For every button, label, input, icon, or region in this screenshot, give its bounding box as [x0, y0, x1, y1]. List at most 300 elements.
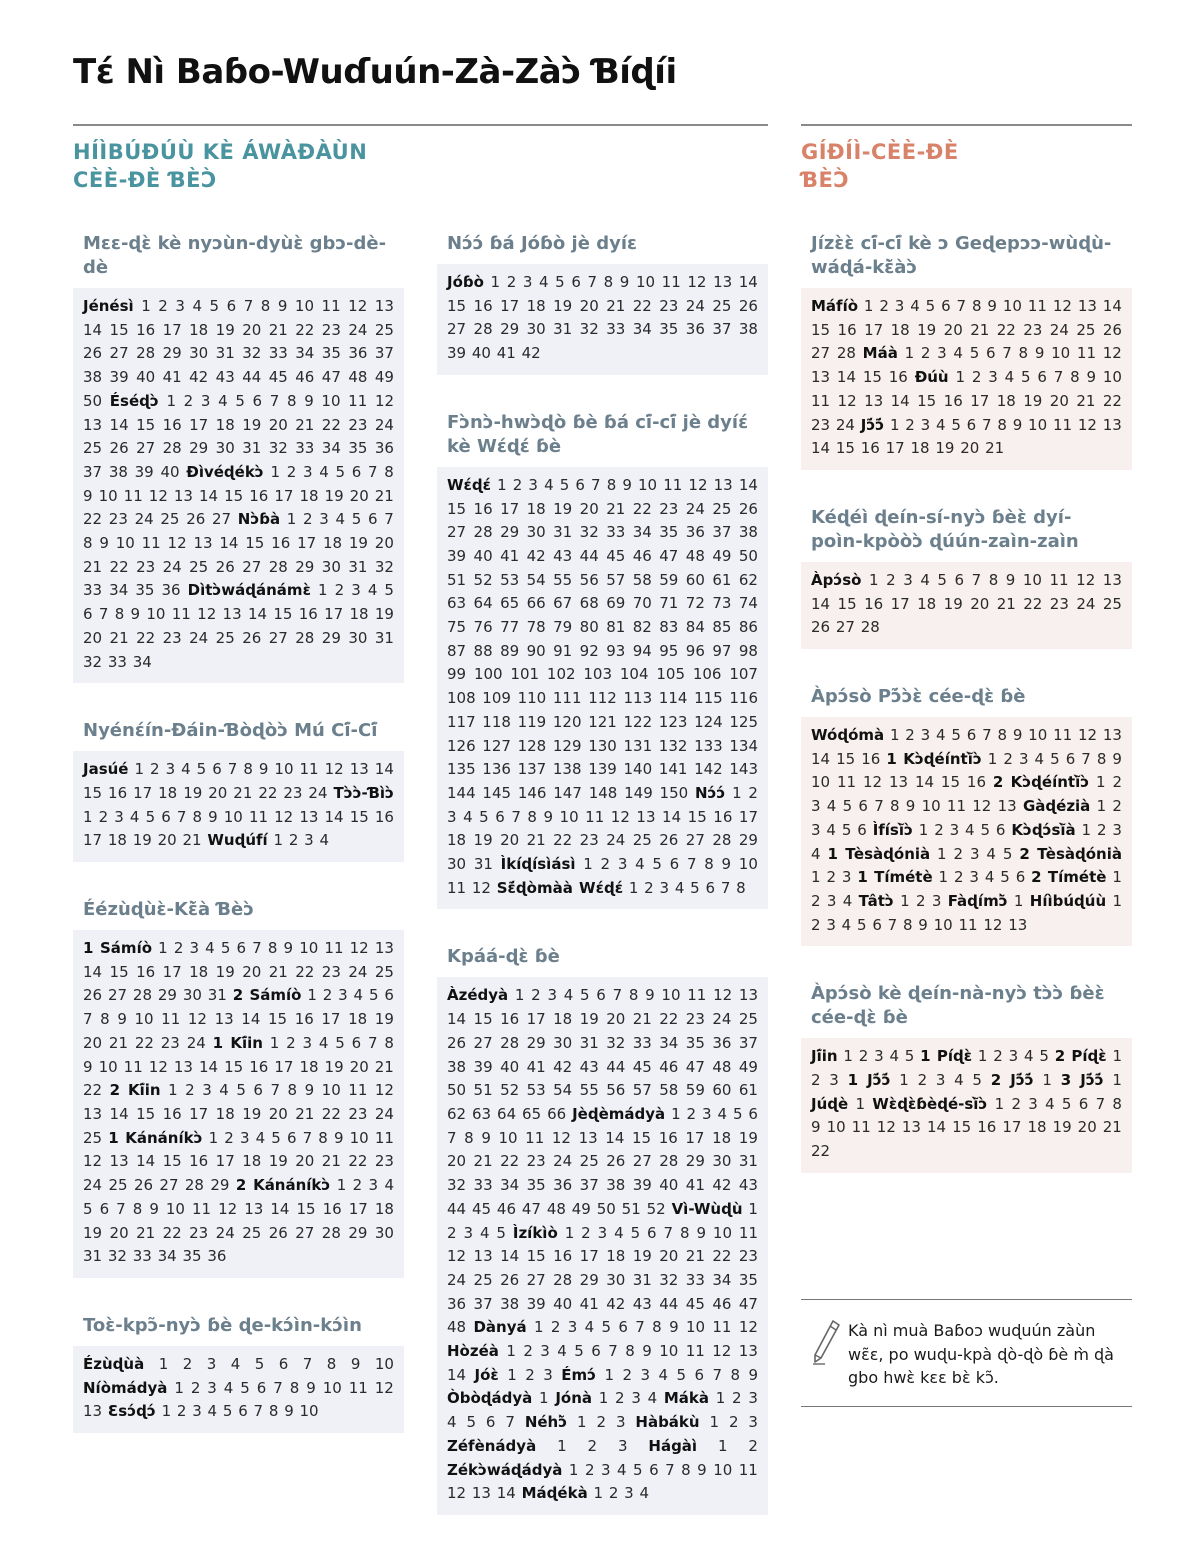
chapter-number[interactable]: 2 — [920, 344, 931, 363]
chapter-number[interactable]: 2 — [1112, 773, 1122, 792]
chapter-number[interactable]: 4 — [318, 1033, 329, 1052]
chapter-number[interactable]: 138 — [552, 760, 582, 779]
chapter-number[interactable]: 50 — [738, 546, 758, 565]
chapter-number[interactable]: 1 — [539, 1389, 549, 1408]
chapter-number[interactable]: 13 — [299, 807, 319, 826]
chapter-number[interactable]: 74 — [738, 594, 758, 613]
chapter-number[interactable]: 45 — [606, 546, 626, 565]
chapter-number[interactable]: 42 — [553, 1057, 573, 1076]
chapter-number[interactable]: 46 — [632, 546, 652, 565]
chapter-number[interactable]: 19 — [183, 783, 203, 802]
chapter-number[interactable]: 21 — [526, 831, 546, 850]
chapter-number[interactable]: 32 — [447, 1176, 467, 1195]
chapter-number[interactable]: 1 — [889, 726, 900, 745]
chapter-number[interactable]: 3 — [748, 1389, 758, 1408]
chapter-number[interactable]: 3 — [748, 1413, 758, 1432]
chapter-number[interactable]: 39 — [109, 368, 129, 387]
chapter-number[interactable]: 3 — [617, 855, 628, 874]
chapter-number[interactable]: 21 — [970, 320, 990, 339]
chapter-number[interactable]: 11 — [663, 475, 683, 494]
chapter-number[interactable]: 26 — [659, 831, 679, 850]
chapter-number[interactable]: 19 — [1052, 1118, 1072, 1137]
chapter-number[interactable]: 65 — [500, 594, 520, 613]
chapter-number[interactable]: 3 — [1018, 749, 1029, 768]
chapter-number[interactable]: 25 — [215, 628, 235, 647]
chapter-number[interactable]: 44 — [606, 1057, 626, 1076]
chapter-number[interactable]: 29 — [162, 344, 182, 363]
chapter-number[interactable]: 26 — [133, 1176, 154, 1195]
chapter-number[interactable]: 12 — [274, 807, 294, 826]
chapter-number[interactable]: 10 — [134, 1010, 154, 1029]
chapter-number[interactable]: 7 — [176, 807, 187, 826]
chapter-number[interactable]: 3 — [540, 1342, 550, 1361]
chapter-number[interactable]: 1 — [900, 891, 910, 910]
chapter-number[interactable]: 4 — [936, 726, 946, 745]
chapter-number[interactable]: 7 — [1081, 749, 1091, 768]
chapter-number[interactable]: 123 — [658, 712, 688, 731]
chapter-number[interactable]: 25 — [632, 831, 652, 850]
chapter-number[interactable]: 14 — [324, 807, 344, 826]
chapter-number[interactable]: 15 — [835, 439, 855, 458]
chapter-number[interactable]: 8 — [736, 878, 746, 897]
chapter-number[interactable]: 13 — [374, 939, 394, 958]
chapter-number[interactable]: 3 — [302, 462, 313, 481]
chapter-number[interactable]: 31 — [473, 855, 493, 874]
chapter-number[interactable]: 12 — [374, 1081, 394, 1100]
chapter-number[interactable]: 21 — [136, 1223, 156, 1242]
chapter-number[interactable]: 36 — [447, 1294, 467, 1313]
chapter-number[interactable]: 20 — [242, 320, 262, 339]
chapter-number[interactable]: 5 — [220, 939, 231, 958]
chapter-number[interactable]: 27 — [811, 344, 831, 363]
chapter-number[interactable]: 11 — [1076, 344, 1097, 363]
chapter-number[interactable]: 64 — [497, 1104, 517, 1123]
chapter-number[interactable]: 34 — [109, 581, 129, 600]
chapter-number[interactable]: 4 — [614, 1223, 624, 1242]
chapter-number[interactable]: 3 — [920, 415, 931, 434]
chapter-number[interactable]: 35 — [348, 439, 368, 458]
chapter-number[interactable]: 49 — [374, 368, 394, 387]
chapter-number[interactable]: 116 — [729, 689, 759, 708]
chapter-number[interactable]: 1 — [273, 831, 284, 850]
chapter-number[interactable]: 5 — [630, 1223, 641, 1242]
chapter-number[interactable]: 20 — [83, 628, 103, 647]
chapter-number[interactable]: 34 — [712, 1270, 732, 1289]
chapter-number[interactable]: 20 — [659, 1247, 679, 1266]
chapter-number[interactable]: 29 — [685, 1152, 705, 1171]
chapter-number[interactable]: 5 — [559, 475, 570, 494]
chapter-number[interactable]: 24 — [134, 510, 154, 529]
chapter-number[interactable]: 24 — [374, 1104, 394, 1123]
chapter-number[interactable]: 20 — [268, 415, 288, 434]
chapter-number[interactable]: 5 — [972, 1071, 982, 1090]
chapter-number[interactable]: 9 — [1086, 368, 1096, 387]
chapter-number[interactable]: 15 — [526, 1247, 546, 1266]
chapter-number[interactable]: 9 — [696, 1223, 706, 1242]
chapter-number[interactable]: 13 — [173, 486, 193, 505]
chapter-number[interactable]: 7 — [971, 570, 982, 589]
chapter-number[interactable]: 5 — [335, 462, 346, 481]
chapter-number[interactable]: 39 — [526, 1294, 546, 1313]
chapter-number[interactable]: 14 — [83, 962, 103, 981]
chapter-number[interactable]: 29 — [579, 1270, 599, 1289]
chapter-number[interactable]: 16 — [162, 1104, 182, 1123]
chapter-number[interactable]: 1 — [174, 1378, 184, 1397]
chapter-number[interactable]: 9 — [619, 273, 630, 291]
chapter-number[interactable]: 11 — [321, 297, 341, 315]
chapter-number[interactable]: 15 — [83, 783, 103, 802]
chapter-number[interactable]: 3 — [969, 844, 980, 863]
chapter-number[interactable]: 23 — [108, 510, 128, 529]
chapter-number[interactable]: 18 — [299, 486, 319, 505]
chapter-number[interactable]: 8 — [889, 797, 900, 816]
chapter-number[interactable]: 24 — [186, 1033, 206, 1052]
chapter-number[interactable]: 3 — [202, 1081, 212, 1100]
chapter-number[interactable]: 20 — [943, 320, 963, 339]
chapter-number[interactable]: 26 — [215, 557, 235, 576]
chapter-number[interactable]: 37 — [738, 1033, 758, 1052]
chapter-number[interactable]: 24 — [348, 962, 368, 981]
chapter-number[interactable]: 21 — [374, 486, 394, 505]
chapter-number[interactable]: 21 — [606, 296, 626, 315]
chapter-number[interactable]: 4 — [584, 1318, 595, 1337]
chapter-number[interactable]: 1 — [533, 1318, 544, 1337]
chapter-number[interactable]: 6 — [705, 878, 716, 897]
chapter-number[interactable]: 40 — [553, 1294, 573, 1313]
chapter-number[interactable]: 8 — [652, 1318, 662, 1337]
chapter-number[interactable]: 13 — [83, 1402, 103, 1421]
chapter-number[interactable]: 113 — [623, 689, 653, 708]
chapter-number[interactable]: 5 — [1050, 749, 1060, 768]
chapter-number[interactable]: 13 — [997, 797, 1017, 816]
chapter-number[interactable]: 19 — [579, 1010, 599, 1029]
chapter-number[interactable]: 5 — [951, 415, 961, 434]
chapter-number[interactable]: 18 — [996, 391, 1016, 410]
chapter-number[interactable]: 4 — [230, 1354, 241, 1373]
chapter-number[interactable]: 15 — [836, 749, 856, 768]
chapter-number[interactable]: 31 — [738, 1152, 758, 1171]
chapter-number[interactable]: 13 — [636, 807, 656, 826]
chapter-number[interactable]: 4 — [539, 273, 549, 291]
chapter-number[interactable]: 32 — [659, 1270, 679, 1289]
chapter-number[interactable]: 10 — [115, 534, 135, 553]
chapter-number[interactable]: 3 — [702, 1104, 712, 1123]
chapter-number[interactable]: 10 — [321, 1081, 341, 1100]
chapter-number[interactable]: 7 — [116, 1199, 126, 1218]
chapter-number[interactable]: 22 — [136, 628, 156, 647]
chapter-number[interactable]: 55 — [553, 570, 573, 589]
chapter-number[interactable]: 17 — [1002, 1118, 1022, 1137]
chapter-number[interactable]: 4 — [255, 1128, 266, 1147]
chapter-number[interactable]: 1 — [955, 368, 965, 387]
chapter-number[interactable]: 16 — [322, 1199, 342, 1218]
chapter-number[interactable]: 2 — [183, 391, 194, 410]
chapter-number[interactable]: 9 — [987, 297, 997, 315]
chapter-number[interactable]: 8 — [971, 297, 982, 315]
chapter-number[interactable]: 50 — [83, 391, 103, 410]
chapter-number[interactable]: 41 — [685, 1176, 705, 1195]
chapter-number[interactable]: 9 — [905, 797, 916, 816]
chapter-number[interactable]: 12 — [687, 273, 707, 291]
chapter-number[interactable]: 7 — [1095, 1094, 1106, 1113]
chapter-number[interactable]: 16 — [249, 486, 269, 505]
chapter-number[interactable]: 53 — [500, 570, 520, 589]
chapter-number[interactable]: 42 — [526, 546, 546, 565]
chapter-number[interactable]: 9 — [721, 855, 732, 874]
chapter-number[interactable]: 25 — [738, 1010, 758, 1029]
chapter-number[interactable]: 5 — [925, 297, 936, 315]
chapter-number[interactable]: 3 — [931, 891, 942, 910]
chapter-number[interactable]: 8 — [704, 855, 714, 874]
chapter-number[interactable]: 8 — [988, 570, 999, 589]
chapter-number[interactable]: 4 — [192, 297, 202, 315]
chapter-number[interactable]: 35 — [685, 1033, 705, 1052]
chapter-number[interactable]: 6 — [858, 797, 868, 816]
chapter-number[interactable]: 132 — [658, 736, 688, 755]
chapter-number[interactable]: 20 — [268, 1104, 288, 1123]
chapter-number[interactable]: 23 — [659, 296, 679, 315]
chapter-number[interactable]: 12 — [1077, 415, 1097, 434]
chapter-number[interactable]: 85 — [712, 618, 732, 637]
chapter-number[interactable]: 7 — [663, 1223, 674, 1242]
chapter-number[interactable]: 1 — [1112, 1047, 1122, 1066]
chapter-number[interactable]: 115 — [694, 689, 723, 708]
chapter-number[interactable]: 7 — [368, 1033, 378, 1052]
chapter-number[interactable]: 13 — [1008, 915, 1028, 934]
chapter-number[interactable]: 1 — [307, 986, 317, 1005]
chapter-number[interactable]: 16 — [298, 605, 318, 624]
chapter-number[interactable]: 1 — [904, 344, 915, 363]
chapter-number[interactable]: 51 — [473, 1081, 493, 1100]
chapter-number[interactable]: 3 — [811, 797, 821, 816]
chapter-number[interactable]: 8 — [625, 1342, 635, 1361]
chapter-number[interactable]: 27 — [526, 1270, 546, 1289]
chapter-number[interactable]: 12 — [1052, 297, 1072, 315]
chapter-number[interactable]: 6 — [649, 1460, 659, 1479]
chapter-number[interactable]: 1 — [507, 1365, 517, 1384]
chapter-number[interactable]: 25 — [374, 962, 394, 981]
chapter-number[interactable]: 35 — [135, 581, 155, 600]
chapter-number[interactable]: 12 — [148, 1057, 168, 1076]
chapter-number[interactable]: 6 — [1078, 1094, 1089, 1113]
chapter-number[interactable]: 7 — [269, 391, 280, 410]
chapter-number[interactable]: 148 — [588, 783, 618, 802]
chapter-number[interactable]: 3 — [640, 1365, 651, 1384]
chapter-number[interactable]: 31 — [348, 557, 368, 576]
chapter-number[interactable]: 8 — [83, 534, 93, 553]
chapter-number[interactable]: 1 — [1112, 868, 1122, 887]
chapter-number[interactable]: 2 — [525, 1365, 535, 1384]
chapter-number[interactable]: 20 — [242, 962, 262, 981]
chapter-number[interactable]: 19 — [83, 1223, 103, 1242]
chapter-number[interactable]: 28 — [321, 1223, 341, 1242]
chapter-number[interactable]: 3 — [949, 820, 960, 839]
chapter-number[interactable]: 3 — [447, 807, 457, 826]
chapter-number[interactable]: 18 — [526, 499, 546, 518]
chapter-number[interactable]: 16 — [249, 1057, 269, 1076]
chapter-number[interactable]: 19 — [132, 831, 152, 850]
chapter-number[interactable]: 144 — [447, 783, 476, 802]
chapter-number[interactable]: 19 — [215, 962, 235, 981]
chapter-number[interactable]: 4 — [811, 844, 821, 863]
chapter-number[interactable]: 48 — [685, 546, 705, 565]
chapter-number[interactable]: 42 — [189, 368, 209, 387]
chapter-number[interactable]: 4 — [384, 1176, 394, 1195]
chapter-number[interactable]: 7 — [368, 462, 378, 481]
chapter-number[interactable]: 2 — [644, 878, 654, 897]
chapter-number[interactable]: 11 — [811, 391, 831, 410]
chapter-number[interactable]: 10 — [826, 1118, 846, 1137]
chapter-number[interactable]: 7 — [1053, 368, 1064, 387]
chapter-number[interactable]: 97 — [712, 641, 732, 660]
chapter-number[interactable]: 103 — [583, 665, 613, 684]
chapter-number[interactable]: 1 — [863, 297, 874, 315]
chapter-number[interactable]: 69 — [606, 594, 626, 613]
chapter-number[interactable]: 136 — [482, 760, 511, 779]
chapter-number[interactable]: 52 — [500, 1081, 520, 1100]
chapter-number[interactable]: 3 — [631, 1389, 641, 1408]
chapter-number[interactable]: 8 — [243, 760, 253, 779]
chapter-number[interactable]: 3 — [319, 510, 329, 529]
chapter-number[interactable]: 25 — [712, 499, 732, 518]
chapter-number[interactable]: 71 — [659, 594, 679, 613]
chapter-number[interactable]: 47 — [321, 368, 341, 387]
chapter-number[interactable]: 62 — [738, 570, 758, 589]
chapter-number[interactable]: 10 — [738, 855, 758, 874]
chapter-number[interactable]: 10 — [321, 391, 341, 410]
chapter-number[interactable]: 30 — [321, 557, 341, 576]
chapter-number[interactable]: 19 — [943, 594, 963, 613]
chapter-number[interactable]: 1 — [317, 581, 328, 600]
chapter-number[interactable]: 10 — [98, 486, 118, 505]
chapter-number[interactable]: 19 — [632, 1247, 652, 1266]
chapter-number[interactable]: 1 — [557, 1436, 567, 1455]
chapter-number[interactable]: 9 — [304, 1081, 315, 1100]
chapter-number[interactable]: 2 — [915, 891, 926, 910]
chapter-number[interactable]: 2 — [1096, 820, 1107, 839]
chapter-number[interactable]: 21 — [996, 594, 1016, 613]
chapter-number[interactable]: 126 — [447, 736, 476, 755]
chapter-number[interactable]: 19 — [473, 831, 493, 850]
chapter-number[interactable]: 3 — [600, 1460, 611, 1479]
chapter-number[interactable]: 20 — [960, 439, 980, 458]
chapter-number[interactable]: 8 — [606, 475, 617, 494]
chapter-number[interactable]: 7 — [635, 1318, 645, 1337]
chapter-number[interactable]: 49 — [712, 546, 732, 565]
chapter-number[interactable]: 20 — [349, 1057, 369, 1076]
chapter-number[interactable]: 11 — [1053, 726, 1073, 745]
chapter-number[interactable]: 93 — [606, 641, 626, 660]
chapter-number[interactable]: 3 — [1008, 1047, 1019, 1066]
chapter-number[interactable]: 6 — [99, 1199, 110, 1218]
chapter-number[interactable]: 6 — [485, 1413, 496, 1432]
chapter-number[interactable]: 5 — [196, 760, 207, 779]
chapter-number[interactable]: 8 — [114, 605, 125, 624]
chapter-number[interactable]: 21 — [295, 1104, 315, 1123]
chapter-number[interactable]: 5 — [633, 1460, 643, 1479]
chapter-number[interactable]: 14 — [241, 1010, 261, 1029]
chapter-number[interactable]: 10 — [811, 773, 831, 792]
chapter-number[interactable]: 6 — [226, 297, 237, 315]
chapter-number[interactable]: 27 — [473, 1033, 493, 1052]
chapter-number[interactable]: 11 — [141, 534, 161, 553]
chapter-number[interactable]: 46 — [496, 1199, 516, 1218]
chapter-number[interactable]: 16 — [713, 807, 733, 826]
chapter-number[interactable]: 29 — [738, 831, 758, 850]
chapter-number[interactable]: 24 — [447, 1270, 467, 1289]
chapter-number[interactable]: 10 — [299, 1402, 319, 1421]
chapter-number[interactable]: 83 — [659, 618, 679, 637]
chapter-number[interactable]: 3 — [894, 297, 905, 315]
chapter-number[interactable]: 10 — [1028, 415, 1048, 434]
chapter-number[interactable]: 29 — [189, 439, 209, 458]
chapter-number[interactable]: 5 — [368, 986, 379, 1005]
chapter-number[interactable]: 128 — [517, 736, 547, 755]
chapter-number[interactable]: 3 — [522, 273, 533, 291]
chapter-number[interactable]: 49 — [738, 1057, 758, 1076]
chapter-number[interactable]: 2 — [584, 1460, 595, 1479]
chapter-number[interactable]: 30 — [526, 523, 546, 542]
chapter-number[interactable]: 8 — [192, 807, 203, 826]
chapter-number[interactable]: 117 — [447, 712, 476, 731]
chapter-number[interactable]: 26 — [268, 1223, 288, 1242]
chapter-number[interactable]: 18 — [349, 605, 369, 624]
chapter-number[interactable]: 6 — [995, 820, 1006, 839]
chapter-number[interactable]: 43 — [553, 546, 573, 565]
chapter-number[interactable]: 3 — [1028, 1094, 1038, 1113]
chapter-number[interactable]: 39 — [473, 1057, 493, 1076]
chapter-number[interactable]: 29 — [210, 1176, 230, 1195]
chapter-number[interactable]: 9 — [697, 1460, 707, 1479]
chapter-number[interactable]: 50 — [596, 1199, 616, 1218]
chapter-number[interactable]: 33 — [107, 652, 127, 671]
chapter-number[interactable]: 24 — [553, 1152, 573, 1171]
chapter-number[interactable]: 13 — [83, 1104, 103, 1123]
chapter-number[interactable]: 122 — [623, 712, 653, 731]
chapter-number[interactable]: 26 — [500, 1270, 520, 1289]
chapter-number[interactable]: 8 — [318, 1128, 328, 1147]
chapter-number[interactable]: 3 — [988, 368, 998, 387]
chapter-number[interactable]: 18 — [107, 831, 127, 850]
chapter-number[interactable]: 14 — [605, 1128, 625, 1147]
chapter-number[interactable]: 20 — [970, 594, 990, 613]
chapter-number[interactable]: 3 — [617, 1436, 628, 1455]
chapter-number[interactable]: 24 — [215, 1223, 235, 1242]
chapter-number[interactable]: 43 — [215, 368, 235, 387]
chapter-number[interactable]: 24 — [1076, 594, 1096, 613]
chapter-number[interactable]: 18 — [215, 415, 235, 434]
chapter-number[interactable]: 11 — [958, 915, 978, 934]
chapter-number[interactable]: 46 — [295, 368, 315, 387]
chapter-number[interactable]: 15 — [224, 486, 244, 505]
chapter-number[interactable]: 2 — [811, 1071, 821, 1090]
chapter-number[interactable]: 2 — [98, 807, 109, 826]
chapter-number[interactable]: 17 — [162, 320, 182, 339]
chapter-number[interactable]: 2 — [523, 1342, 533, 1361]
chapter-number[interactable]: 6 — [966, 415, 977, 434]
chapter-number[interactable]: 90 — [526, 641, 546, 660]
chapter-number[interactable]: 10 — [712, 1223, 732, 1242]
chapter-number[interactable]: 42 — [606, 1294, 626, 1313]
chapter-number[interactable]: 27 — [632, 1152, 652, 1171]
chapter-number[interactable]: 17 — [189, 415, 209, 434]
chapter-number[interactable]: 28 — [184, 1176, 204, 1195]
chapter-number[interactable]: 7 — [511, 807, 521, 826]
chapter-number[interactable]: 6 — [941, 297, 951, 315]
chapter-number[interactable]: 9 — [1012, 726, 1023, 745]
chapter-number[interactable]: 147 — [553, 783, 582, 802]
chapter-number[interactable]: 4 — [207, 1402, 218, 1421]
